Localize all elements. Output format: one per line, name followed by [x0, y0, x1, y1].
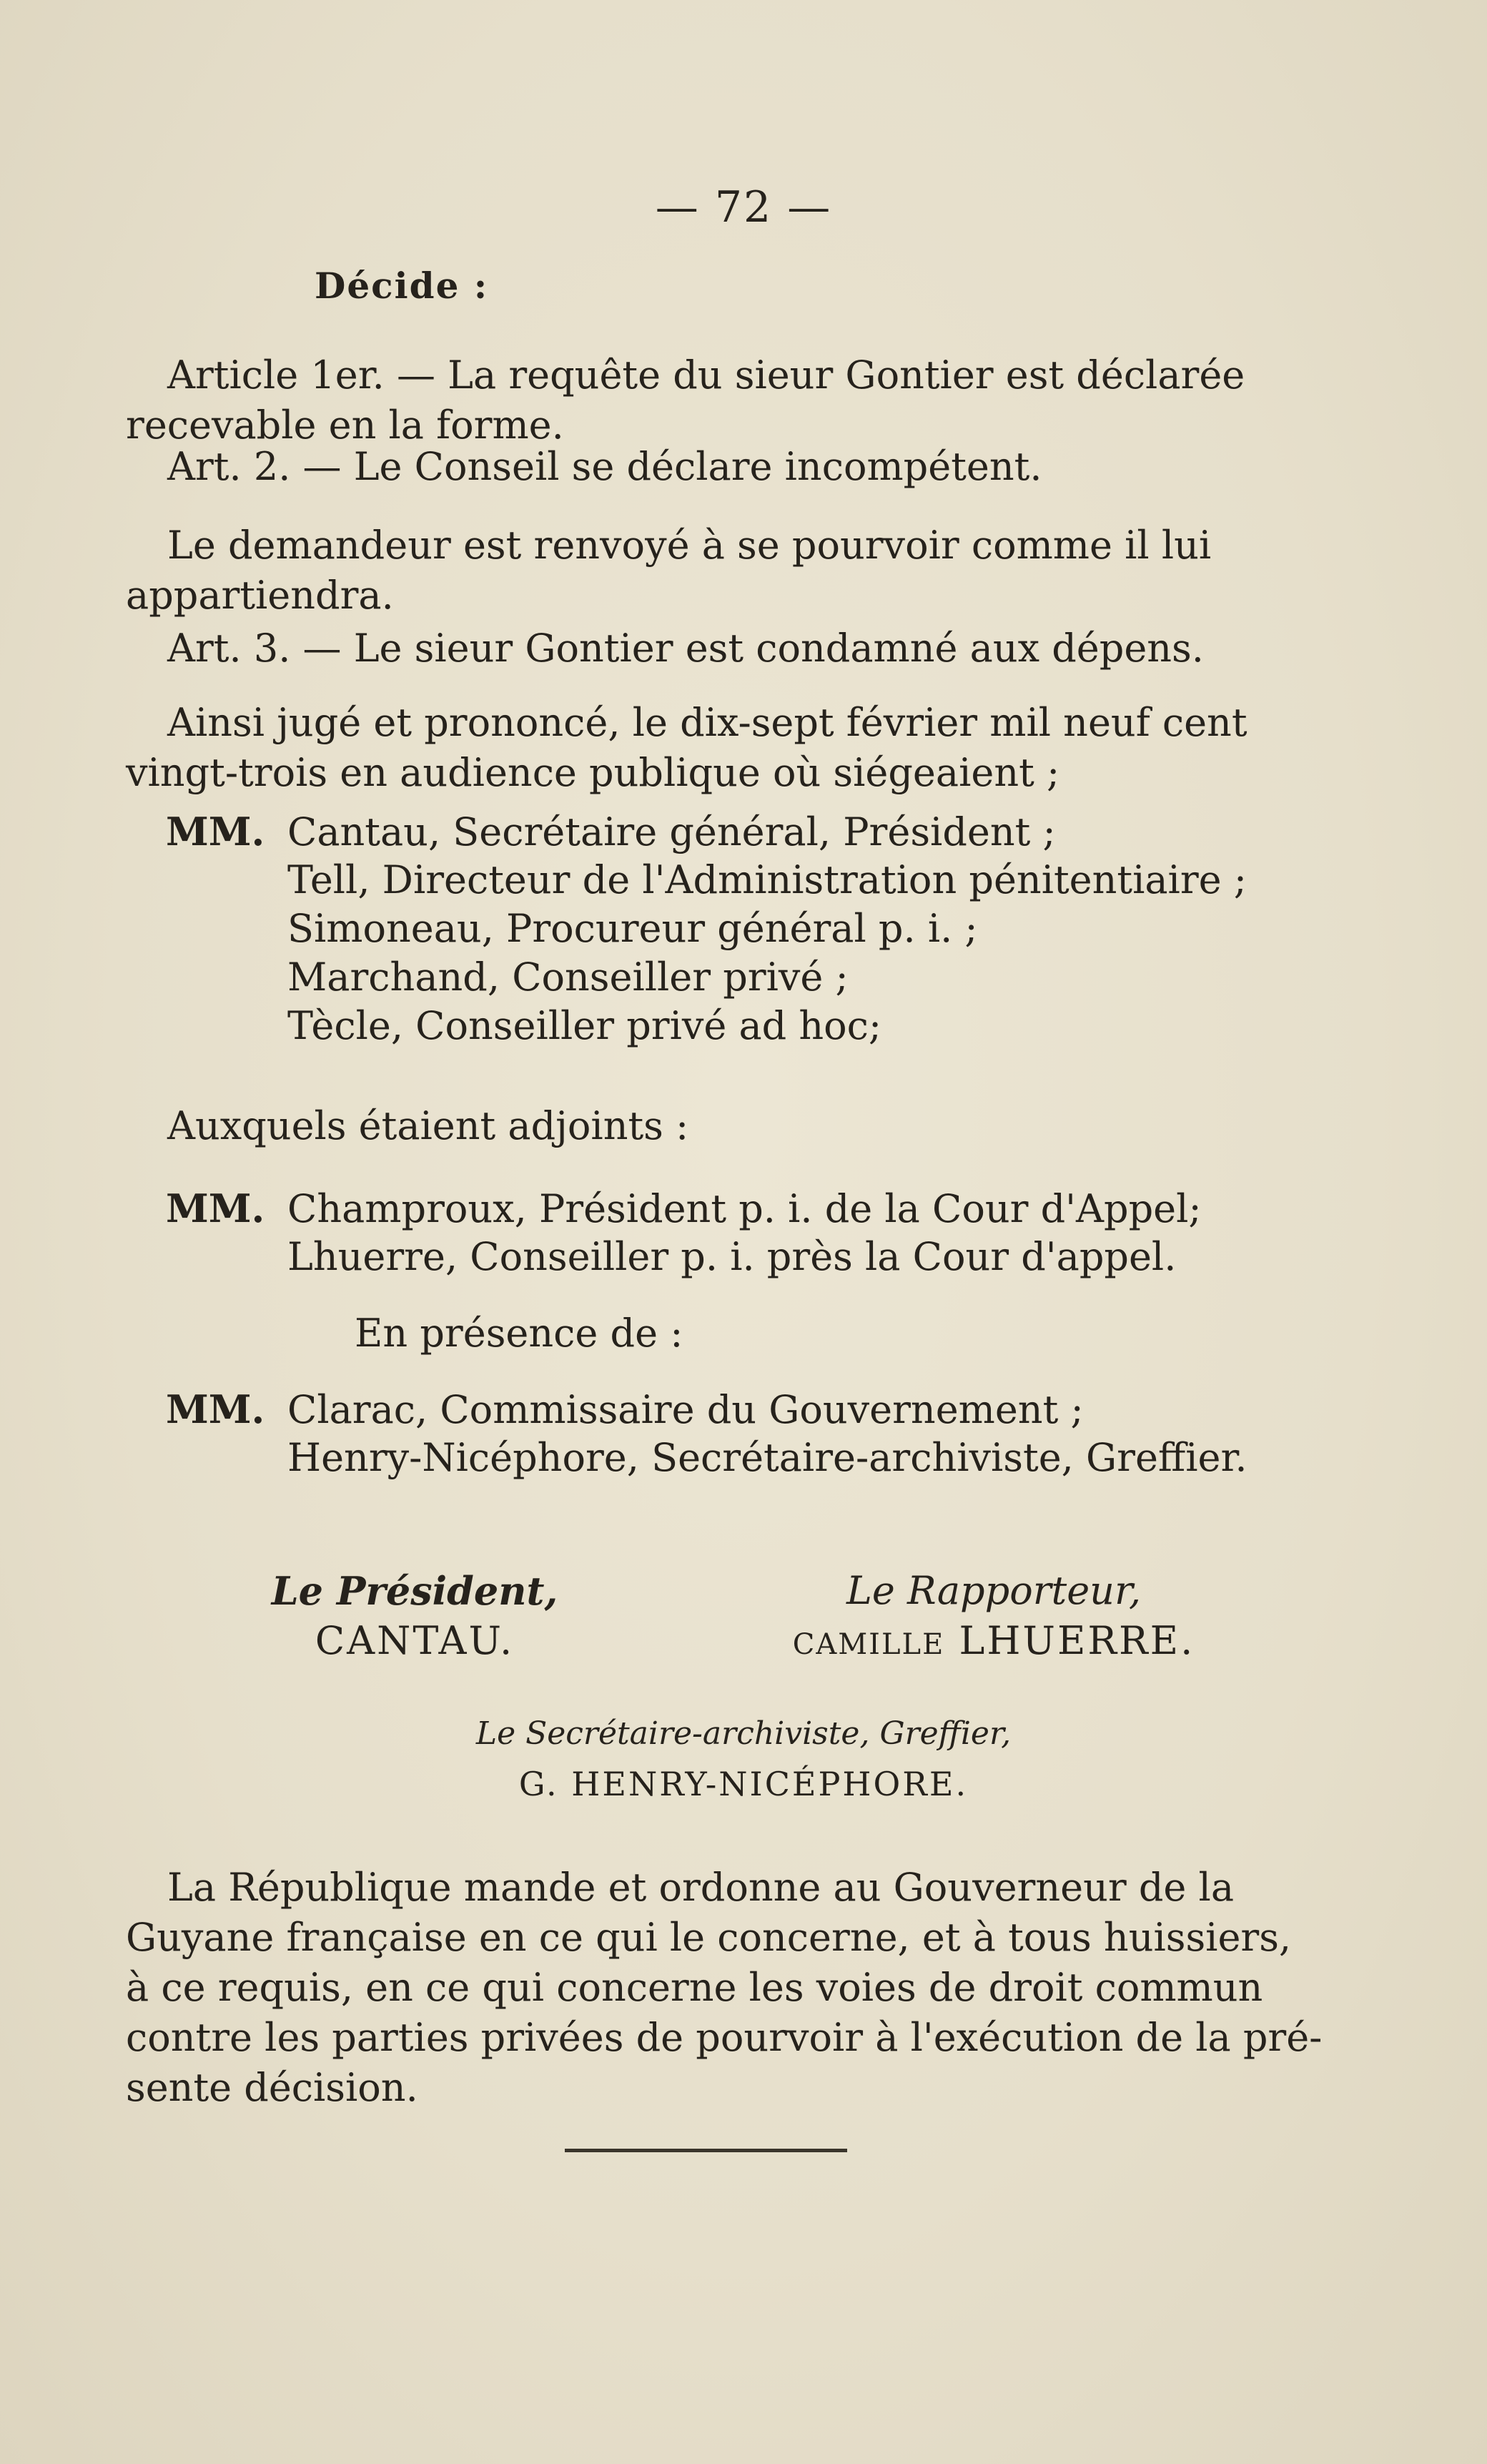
closing-paragraph [126, 1863, 1323, 2113]
members-list [166, 807, 1247, 1050]
article-1 [126, 350, 1313, 450]
closing-line-3: à ce requis, en ce qui concerne les voies de droit commun [126, 1965, 1263, 2010]
presence-label: En présence de : [355, 1311, 683, 1356]
presence-name: Clarac, Commissaire du Gouvernement ; [287, 1387, 1084, 1432]
article-3-line: Art. 3. — Le sieur Gontier est condamné aux dépens. [167, 626, 1204, 671]
rapporteur-last-name: LHUERRE. [959, 1618, 1195, 1663]
page-number: — 72 — [655, 182, 832, 232]
rapporteur-first-name: CAMILLE [792, 1628, 945, 1661]
member-row [166, 807, 1247, 855]
member-name: Tell, Directeur de l'Administration pénitentiaire ; [287, 857, 1247, 902]
member-name: Simoneau, Procureur général p. i. ; [287, 906, 978, 951]
adjoint-row [166, 1183, 1202, 1232]
member-name: Tècle, Conseiller privé ad hoc; [287, 1003, 882, 1048]
greffier-name: G. HENRY-NICÉPHORE. [518, 1765, 969, 1803]
adjoint-row [166, 1232, 1202, 1281]
member-row [166, 952, 1247, 1001]
president-name: CANTAU. [315, 1618, 515, 1663]
juge-paragraph [126, 698, 1313, 798]
member-row [166, 855, 1247, 904]
adjoints-label-text: Auxquels étaient adjoints : [167, 1103, 689, 1148]
adjoint-name: Lhuerre, Conseiller p. i. près la Cour d'appel. [287, 1234, 1177, 1279]
article-1-line-1: Article 1er. — La requête du sieur Gontier est déclarée [167, 353, 1245, 398]
article-2-line: Art. 2. — Le Conseil se déclare incompétent. [167, 444, 1042, 489]
presence-row [166, 1433, 1248, 1482]
adjoints-list [166, 1183, 1202, 1281]
greffier-role: Le Secrétaire-archiviste, Greffier, [475, 1715, 1012, 1752]
closing-line-2: Guyane française en ce qui le concerne, et à tous huissiers, [126, 1915, 1292, 1960]
rapporteur-role: Le Rapporteur, [846, 1568, 1141, 1613]
signature-rapporteur [744, 1566, 1244, 1670]
president-role: Le Président, [271, 1568, 558, 1614]
closing-line-4: contre les parties privées de pourvoir à l'exécution de la pré- [126, 2015, 1323, 2060]
article-1-line-2: recevable en la forme. [126, 403, 564, 448]
member-row [166, 1001, 1247, 1050]
article-3 [126, 624, 1313, 674]
adjoints-prefix: MM. [166, 1186, 265, 1231]
presence-prefix: MM. [166, 1386, 265, 1432]
decide-heading: Décide : [315, 265, 489, 307]
closing-line-1: La République mande et ordonne au Gouverneur de la [167, 1865, 1235, 1910]
renvoi-line-2: appartiendra. [126, 573, 394, 618]
member-name: Marchand, Conseiller privé ; [287, 955, 849, 1000]
presence-name: Henry-Nicéphore, Secrétaire-archiviste, Greffier. [287, 1435, 1248, 1480]
signature-greffier [0, 1709, 1487, 1809]
adjoint-name: Champroux, Président p. i. de la Cour d'Appel; [287, 1186, 1202, 1231]
presence-row [166, 1384, 1248, 1433]
rapporteur-name-line [744, 1616, 1244, 1670]
members-prefix: MM. [166, 809, 265, 854]
closing-line-5: sente décision. [126, 2065, 418, 2110]
signature-president [214, 1566, 615, 1666]
adjoints-label [126, 1101, 1313, 1151]
end-rule [565, 2149, 847, 2152]
juge-line-1: Ainsi jugé et prononcé, le dix-sept février mil neuf cent [167, 700, 1248, 745]
member-row [166, 904, 1247, 952]
presence-list [166, 1384, 1248, 1482]
member-name: Cantau, Secrétaire général, Président ; [287, 809, 1056, 854]
article-2 [126, 442, 1313, 492]
renvoi-line-1: Le demandeur est renvoyé à se pourvoir comme il lui [167, 523, 1212, 568]
juge-line-2: vingt-trois en audience publique où siégeaient ; [126, 750, 1060, 795]
renvoi-paragraph [126, 521, 1313, 621]
